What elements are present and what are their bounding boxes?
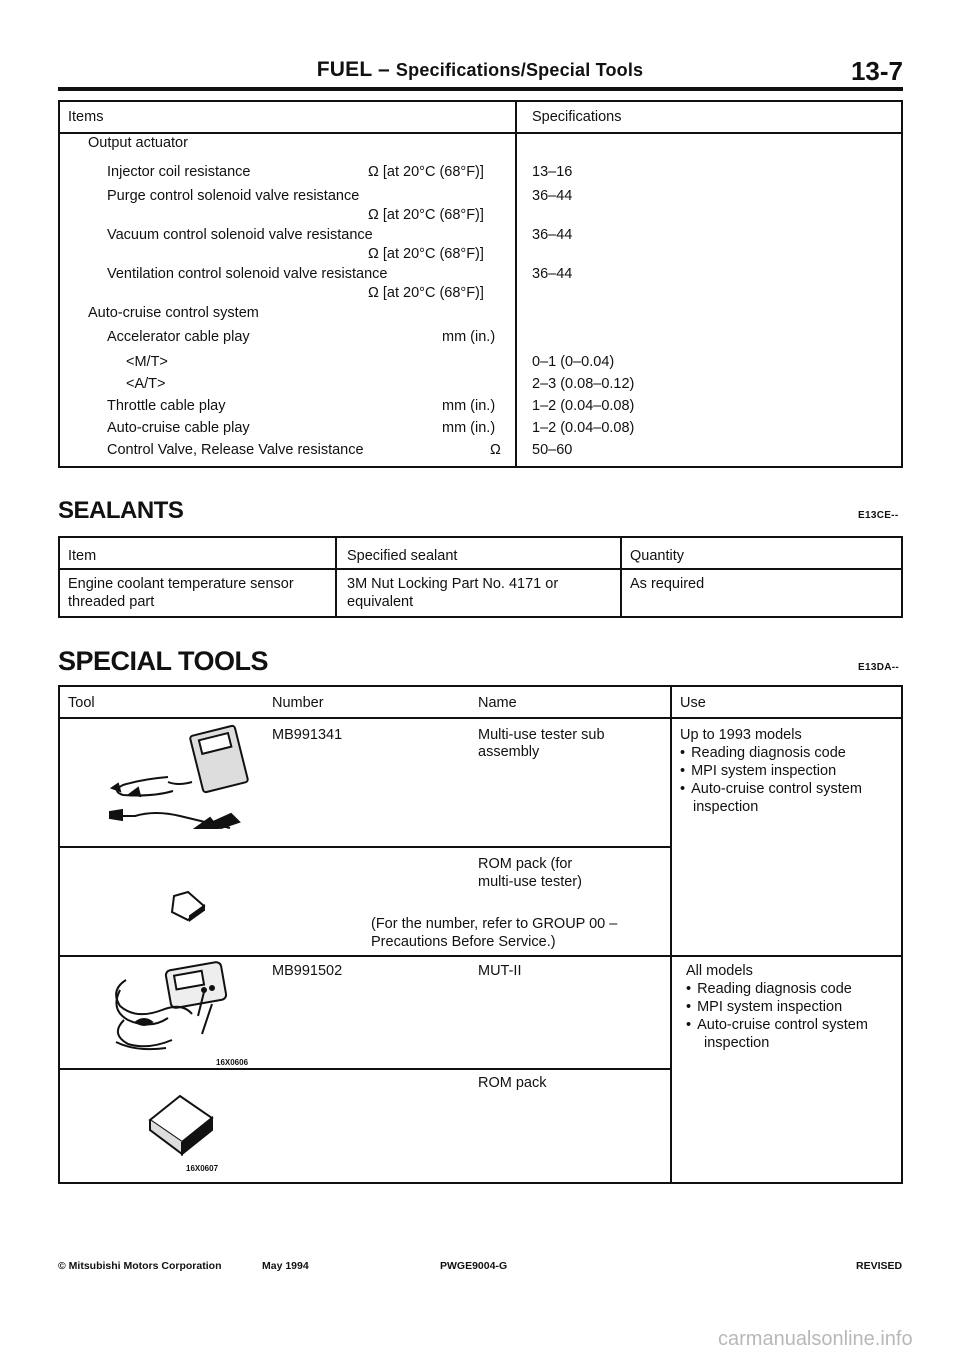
spec-value: 50–60 (532, 442, 573, 458)
spec-label: Purge control solenoid valve resistance (107, 188, 360, 204)
use-item: • Auto-cruise control system (686, 1016, 868, 1034)
spec-unit: Ω [at 20°C (68°F)] (368, 164, 484, 180)
spec-value: 13–16 (532, 164, 573, 180)
tool-name: multi-use tester) (478, 874, 582, 890)
footer-doc-code: PWGE9004-G (440, 1260, 508, 1272)
use-item: inspection (693, 799, 759, 815)
spec-value: 36–44 (532, 266, 573, 282)
rom-pack-image (168, 890, 208, 924)
sealants-code: E13CE-- (858, 510, 899, 521)
tool-name: ROM pack (for (478, 856, 573, 872)
tool-note: (For the number, refer to GROUP 00 – (371, 916, 618, 932)
tool-note: Precautions Before Service.) (371, 934, 556, 950)
footer-copyright: © Mitsubishi Motors Corporation (58, 1260, 222, 1272)
column-header-tool: Tool (68, 695, 95, 711)
page-title (0, 58, 960, 82)
spec-unit: Ω [at 20°C (68°F)] (368, 207, 484, 223)
column-header-sealant: Specified sealant (347, 548, 458, 564)
table-divider (58, 568, 903, 570)
use-item: • MPI system inspection (680, 762, 836, 780)
title-main: FUEL – (316, 58, 396, 81)
tool-number: MB991341 (272, 727, 343, 743)
spec-label: Control Valve, Release Valve resistance (107, 442, 364, 458)
spec-unit: mm (in.) (442, 420, 496, 436)
column-header-name: Name (478, 695, 517, 711)
sealant-name: 3M Nut Locking Part No. 4171 or (347, 576, 559, 592)
table-divider (58, 717, 903, 719)
use-item: • Reading diagnosis code (686, 980, 852, 998)
spec-label: Vacuum control solenoid valve resistance (107, 227, 373, 243)
footer-date: May 1994 (262, 1260, 309, 1272)
footer-status: REVISED (856, 1260, 903, 1272)
use-title: Up to 1993 models (680, 727, 802, 743)
column-header-item: Item (68, 548, 97, 564)
spec-value: 36–44 (532, 227, 573, 243)
tool-name: Multi-use tester sub (478, 727, 605, 743)
spec-value: 1–2 (0.04–0.08) (532, 398, 635, 414)
spec-value: 1–2 (0.04–0.08) (532, 420, 635, 436)
use-item: • Reading diagnosis code (680, 744, 846, 762)
page-number: 13-7 (850, 56, 903, 86)
mut-ii-image (106, 960, 236, 1058)
spec-group-label: Output actuator (88, 135, 188, 151)
spec-label: <M/T> (126, 354, 168, 370)
spec-label: Auto-cruise cable play (107, 420, 250, 436)
column-header-items: Items (68, 109, 104, 125)
spec-unit: Ω [at 20°C (68°F)] (368, 246, 484, 262)
spec-unit: mm (in.) (442, 329, 496, 345)
watermark: carmanualsonline.info (718, 1328, 913, 1350)
sealants-heading: SEALANTS (58, 497, 184, 524)
rom-pack-image (146, 1092, 216, 1160)
table-divider (670, 685, 672, 1184)
table-divider (620, 536, 622, 618)
spec-group-label: Auto-cruise control system (88, 305, 259, 321)
column-header-number: Number (272, 695, 324, 711)
sealant-item: threaded part (68, 594, 155, 610)
spec-label: Throttle cable play (107, 398, 226, 414)
spec-unit: Ω (490, 442, 501, 458)
column-header-quantity: Quantity (630, 548, 684, 564)
column-header-specifications: Specifications (532, 109, 622, 125)
tool-name: ROM pack (478, 1075, 547, 1091)
use-title: All models (686, 963, 753, 979)
special-tools-heading: SPECIAL TOOLS (58, 646, 269, 676)
use-item: inspection (704, 1035, 770, 1051)
image-code: 16X0606 (216, 1058, 249, 1067)
spec-label: <A/T> (126, 376, 166, 392)
table-divider (515, 100, 517, 468)
spec-label: Accelerator cable play (107, 329, 250, 345)
sealant-quantity: As required (630, 576, 705, 592)
spec-label: Ventilation control solenoid valve resistance (107, 266, 388, 282)
title-sub: Specifications/Special Tools (395, 60, 644, 80)
table-divider (335, 536, 337, 618)
spec-label: Injector coil resistance (107, 164, 251, 180)
spec-value: 36–44 (532, 188, 573, 204)
tool-name: assembly (478, 744, 540, 760)
spec-unit: Ω [at 20°C (68°F)] (368, 285, 484, 301)
image-code: 16X0607 (186, 1164, 219, 1173)
special-tools-code: E13DA-- (858, 662, 899, 673)
table-divider (58, 1068, 670, 1070)
tool-number: MB991502 (272, 963, 343, 979)
column-header-use: Use (680, 695, 706, 711)
sealant-item: Engine coolant temperature sensor (68, 576, 294, 592)
spec-unit: mm (in.) (442, 398, 496, 414)
use-item: • Auto-cruise control system (680, 780, 862, 798)
sealant-name: equivalent (347, 594, 414, 610)
table-divider (58, 846, 670, 848)
tool-name: MUT-II (478, 963, 522, 979)
multi-use-tester-image (108, 722, 268, 832)
use-item: • MPI system inspection (686, 998, 842, 1016)
header-rule (58, 87, 903, 91)
spec-value: 0–1 (0–0.04) (532, 354, 615, 370)
spec-value: 2–3 (0.08–0.12) (532, 376, 635, 392)
table-divider (58, 955, 903, 957)
